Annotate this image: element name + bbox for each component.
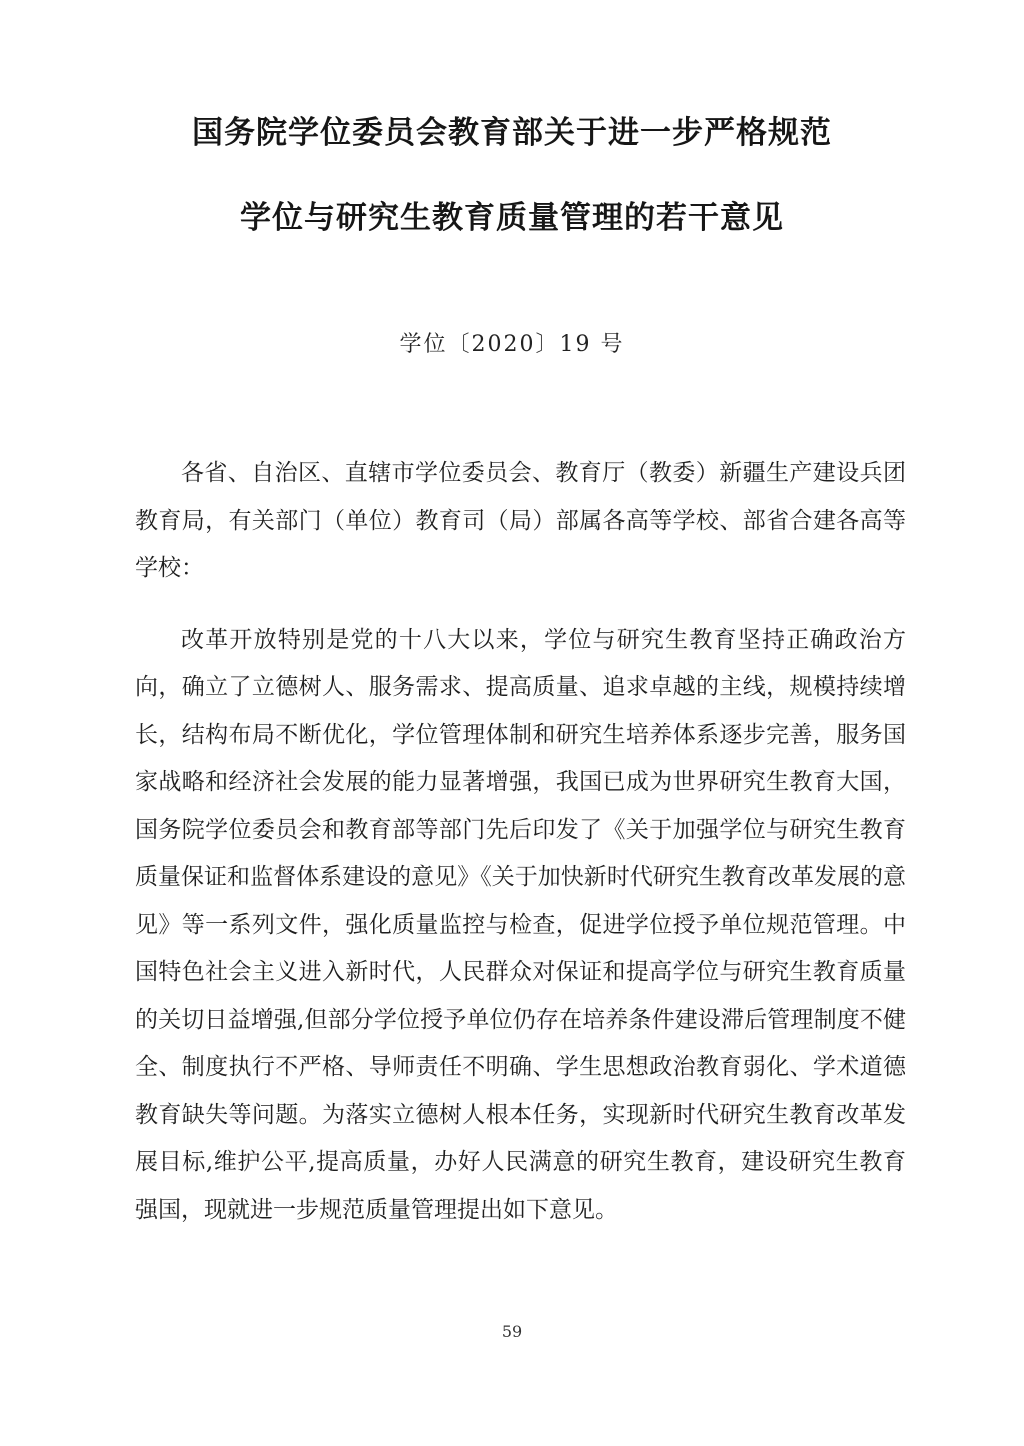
title-line-1: 国务院学位委员会教育部关于进一步严格规范 [192,115,832,151]
title-line-2: 学位与研究生教育质量管理的若干意见 [240,200,784,236]
salutation-paragraph: 各省、自治区、直辖市学位委员会、教育厅（教委）新疆生产建设兵团教育局，有关部门（单位）教育司（局）部属各高等学校、部省合建各高等学校： [135,460,906,581]
page-number: 59 [501,1322,523,1341]
document-title [60,115,964,236]
body-paragraph: 改革开放特别是党的十八大以来，学位与研究生教育坚持正确政治方向，确立了立德树人、服务需求、提高质量、追求卓越的主线，规模持续增长，结构布局不断优化，学位管理体制和研究生培养体系逐步完善，服务国家战略和经济社会发展的能力显著增强，我国已成为世界研究生教育大国，国务院学位委员会和教育部等部门先后印发了《关于加强学位与研究生教育质量保证和监督体系建设的意见》《关于加快新时代研究生教育改革发展的意见》等一系列文件，强化质量监控与检查，促进学位授予单位规范管理。中国特色社会主义进入新时代，人民群众对保证和提高学位与研究生教育质量的关切日益增强,但部分学位授予单位仍存在培养条件建设滞后管理制度不健全、制度执行不严格、导师责任不明确、学生思想政治教育弱化、学术道德教育缺失等问题。为落实立德树人根本任务，实现新时代研究生教育改革发展目标,维护公平,提高质量，办好人民满意的研究生教育，建设研究生教育强国，现就进一步规范质量管理提出如下意见。 [135,626,906,1223]
document-number: 学位〔2020〕19 号 [399,332,625,357]
